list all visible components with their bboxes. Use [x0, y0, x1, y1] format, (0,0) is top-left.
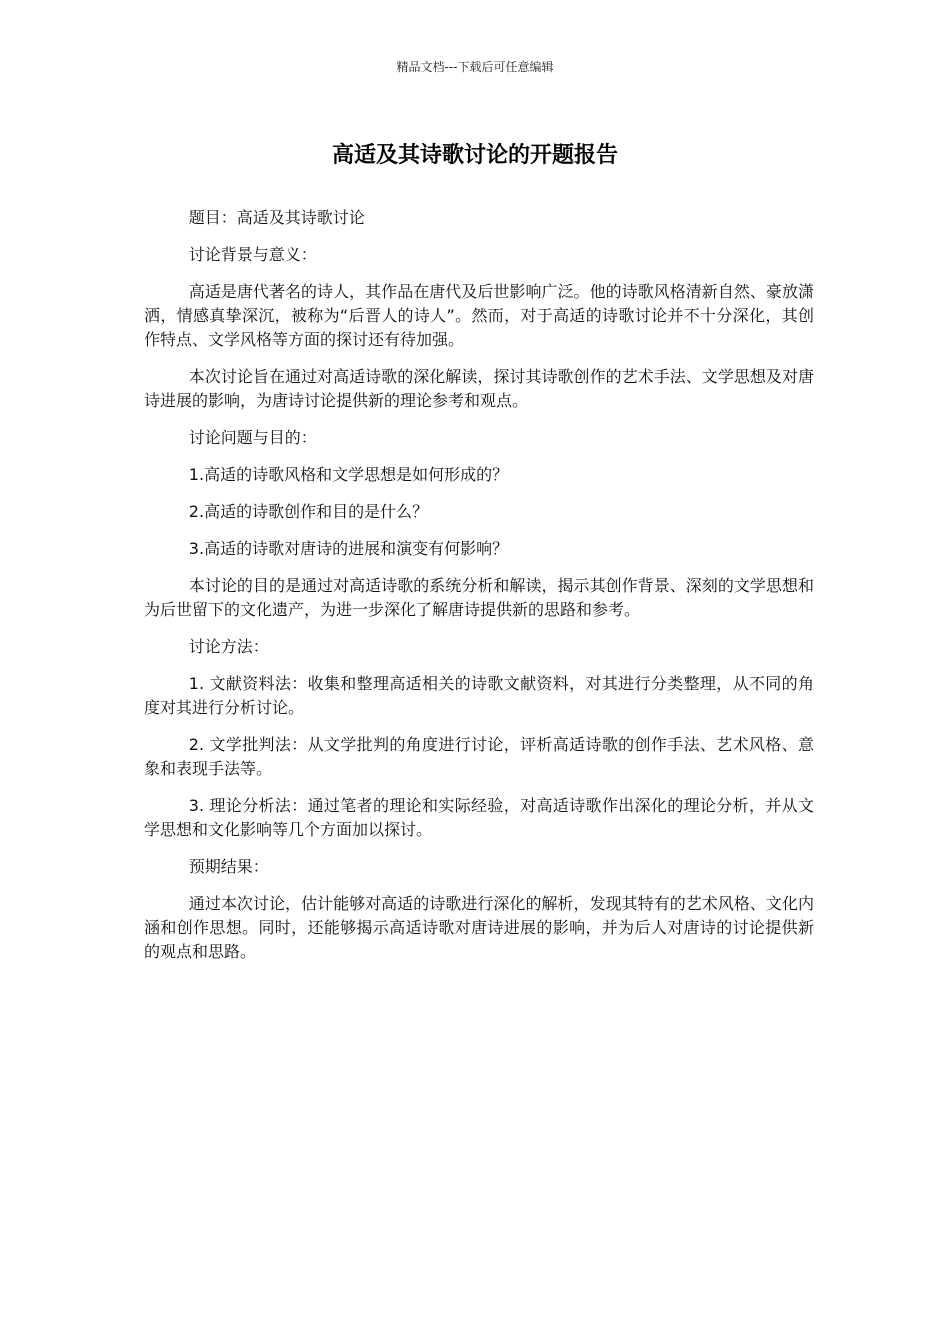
method-item-3: 3. 理论分析法：通过笔者的理论和实际经验，对高适诗歌作出深化的理论分析，并从文学思想和文化影响等几个方面加以探讨。: [144, 796, 814, 839]
method-item-1: 1. 文献资料法：收集和整理高适相关的诗歌文献资料，对其进行分类整理，从不同的角度对其进行分析讨论。: [144, 674, 814, 717]
background-paragraph: 高适是唐代著名的诗人，其作品在唐代及后世影响广泛。他的诗歌风格清新自然、豪放潇洒，情感真挚深沉，被称为“后晋人的诗人”。然而，对于高适的诗歌讨论并不十分深化，其创作特点、文学风格等方面的探讨还有待加强。: [144, 282, 814, 349]
topic-line: 题目：高适及其诗歌讨论: [188, 208, 365, 227]
document-title: 高适及其诗歌讨论的开题报告: [331, 143, 618, 168]
goal-paragraph: 本讨论的目的是通过对高适诗歌的系统分析和解读，揭示其创作背景、深刻的文学思想和为后世留下的文化遗产，为进一步深化了解唐诗提供新的思路和参考。: [144, 576, 814, 619]
method-item-2: 2. 文学批判法：从文学批判的角度进行讨论，评析高适诗歌的创作手法、艺术风格、意象和表现手法等。: [144, 735, 814, 778]
results-paragraph: 通过本次讨论，估计能够对高适的诗歌进行深化的解析，发现其特有的艺术风格、文化内涵和创作思想。同时，还能够揭示高适诗歌对唐诗进展的影响，并为后人对唐诗的讨论提供新的观点和思路。: [144, 894, 814, 961]
purpose-paragraph: 本次讨论旨在通过对高适诗歌的深化解读，探讨其诗歌创作的艺术手法、文学思想及对唐诗进展的影响，为唐诗讨论提供新的理论参考和观点。: [144, 367, 814, 410]
section-heading-background: 讨论背景与意义：: [188, 245, 317, 264]
section-heading-questions: 讨论问题与目的：: [188, 428, 317, 447]
question-item-3: 3.高适的诗歌对唐诗的进展和演变有何影响？: [188, 539, 509, 558]
question-item-1: 1.高适的诗歌风格和文学思想是如何形成的？: [188, 465, 509, 484]
question-item-2: 2.高适的诗歌创作和目的是什么？: [188, 502, 429, 521]
section-heading-results: 预期结果：: [188, 857, 269, 876]
document-body: [144, 206, 814, 977]
page-header: 精品文档---下载后可任意编辑: [396, 60, 554, 74]
section-heading-methods: 讨论方法：: [188, 637, 269, 656]
